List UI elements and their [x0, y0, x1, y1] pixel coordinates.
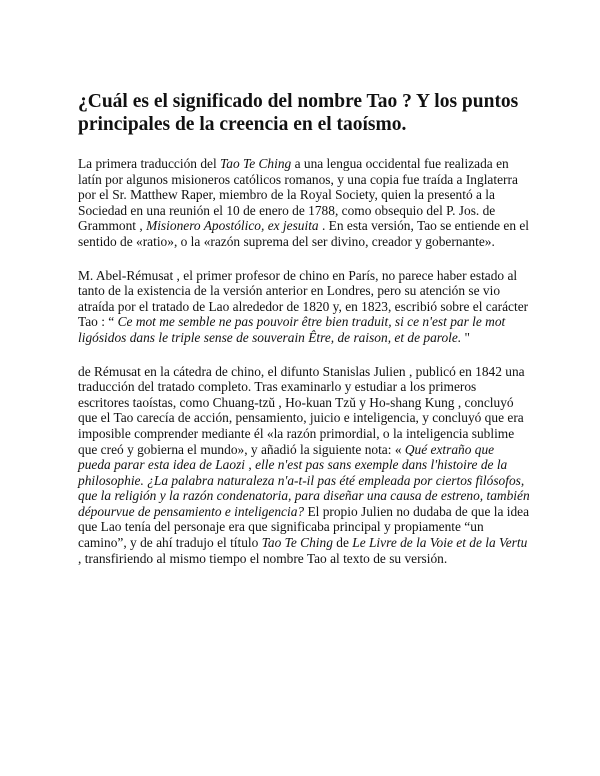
- body-text: de: [332, 535, 353, 551]
- body-text: ,: [245, 457, 256, 473]
- body-text: . En esta versión, Tao se entiende en el sentido de «ratio», o la «razón suprema del ser divino, creador y gobernante».: [78, 218, 530, 249]
- italic-text: Le Livre de la Voie et de la Vertu: [352, 535, 528, 551]
- italic-text: Misionero Apostólico, ex jesuita: [146, 218, 319, 234]
- paragraph-1: [78, 156, 530, 250]
- italic-text: Qué extraño que pueda parar esta idea de Laozi: [78, 441, 495, 473]
- body-text: a una lengua occidental fue realizada en latín por algunos misioneros católicos romanos, y una copia fue traída a Inglaterra por el Sr. Matthew Raper, miembro de la Royal Society, quien la presentó a la Sociedad en una reunión el 10 de enero de 1788, como obsequio del P. Jos. de Grammont ,: [78, 156, 518, 234]
- body-text: M. Abel-Rémusat , el primer profesor de chino en París, no parece haber estado al tanto de la existencia de la versión anterior en Londres, pero su atención se vio atraída por el tratado de Lao alrededor de 1820 y, en 1823, escribió sobre el carácter Tao : “: [78, 267, 529, 330]
- body-text: El propio Julien no dudaba de que la idea que Lao tenía del personaje era que significaba principal y propiamente “un camino”, y de ahí tradujo el título: [78, 503, 530, 551]
- body-text: La primera traducción del: [78, 156, 221, 171]
- body-text: de Rémusat en la cátedra de chino, el difunto Stanislas Julien , publicó en 1842 una traducción del tratado completo. Tras examinarlo y estudiar a los primeros escritores taoístas, como Chuang-tzŭ , Ho-kuan Tzŭ y Ho-shang Kung , concluyó que el Tao carecía de acción, pensamiento, juicio e inteligencia, y concluyó que era imposible comprender mediante él «la razón primordial, o la inteligencia sublime que creó y gobierna el mundo», y añadió la siguiente nota: «: [78, 363, 525, 457]
- italic-text: Ce mot me semble ne pas pouvoir être bien traduit, si ce n'est par le mot ligósidos dans le triple sense de souverain Être, de raison, et de parole.: [78, 314, 506, 345]
- italic-text: Tao Te Ching: [261, 535, 333, 551]
- document-title: ¿Cuál es el significado del nombre Tao ? Y los puntos principales de la creencia en el taoísmo.: [78, 91, 519, 135]
- body-text: ": [461, 329, 471, 345]
- italic-text: elle n'est pas sans exemple dans l'histoire de la philosophie. ¿La palabra naturaleza n'a-t-il pas été empleada por ciertos filósofos, que la religión y la razón condenatoria, para diseñar una causa de estreno, también dépourvue de pensamiento e inteligencia?: [78, 457, 530, 519]
- body-text: , transfiriendo al mismo tiempo el nombre Tao al texto de su versión.: [78, 550, 448, 566]
- paragraph-3: [78, 364, 530, 567]
- document-page: [78, 90, 530, 566]
- paragraph-2: [78, 268, 530, 346]
- italic-text: Tao Te Ching: [220, 156, 292, 171]
